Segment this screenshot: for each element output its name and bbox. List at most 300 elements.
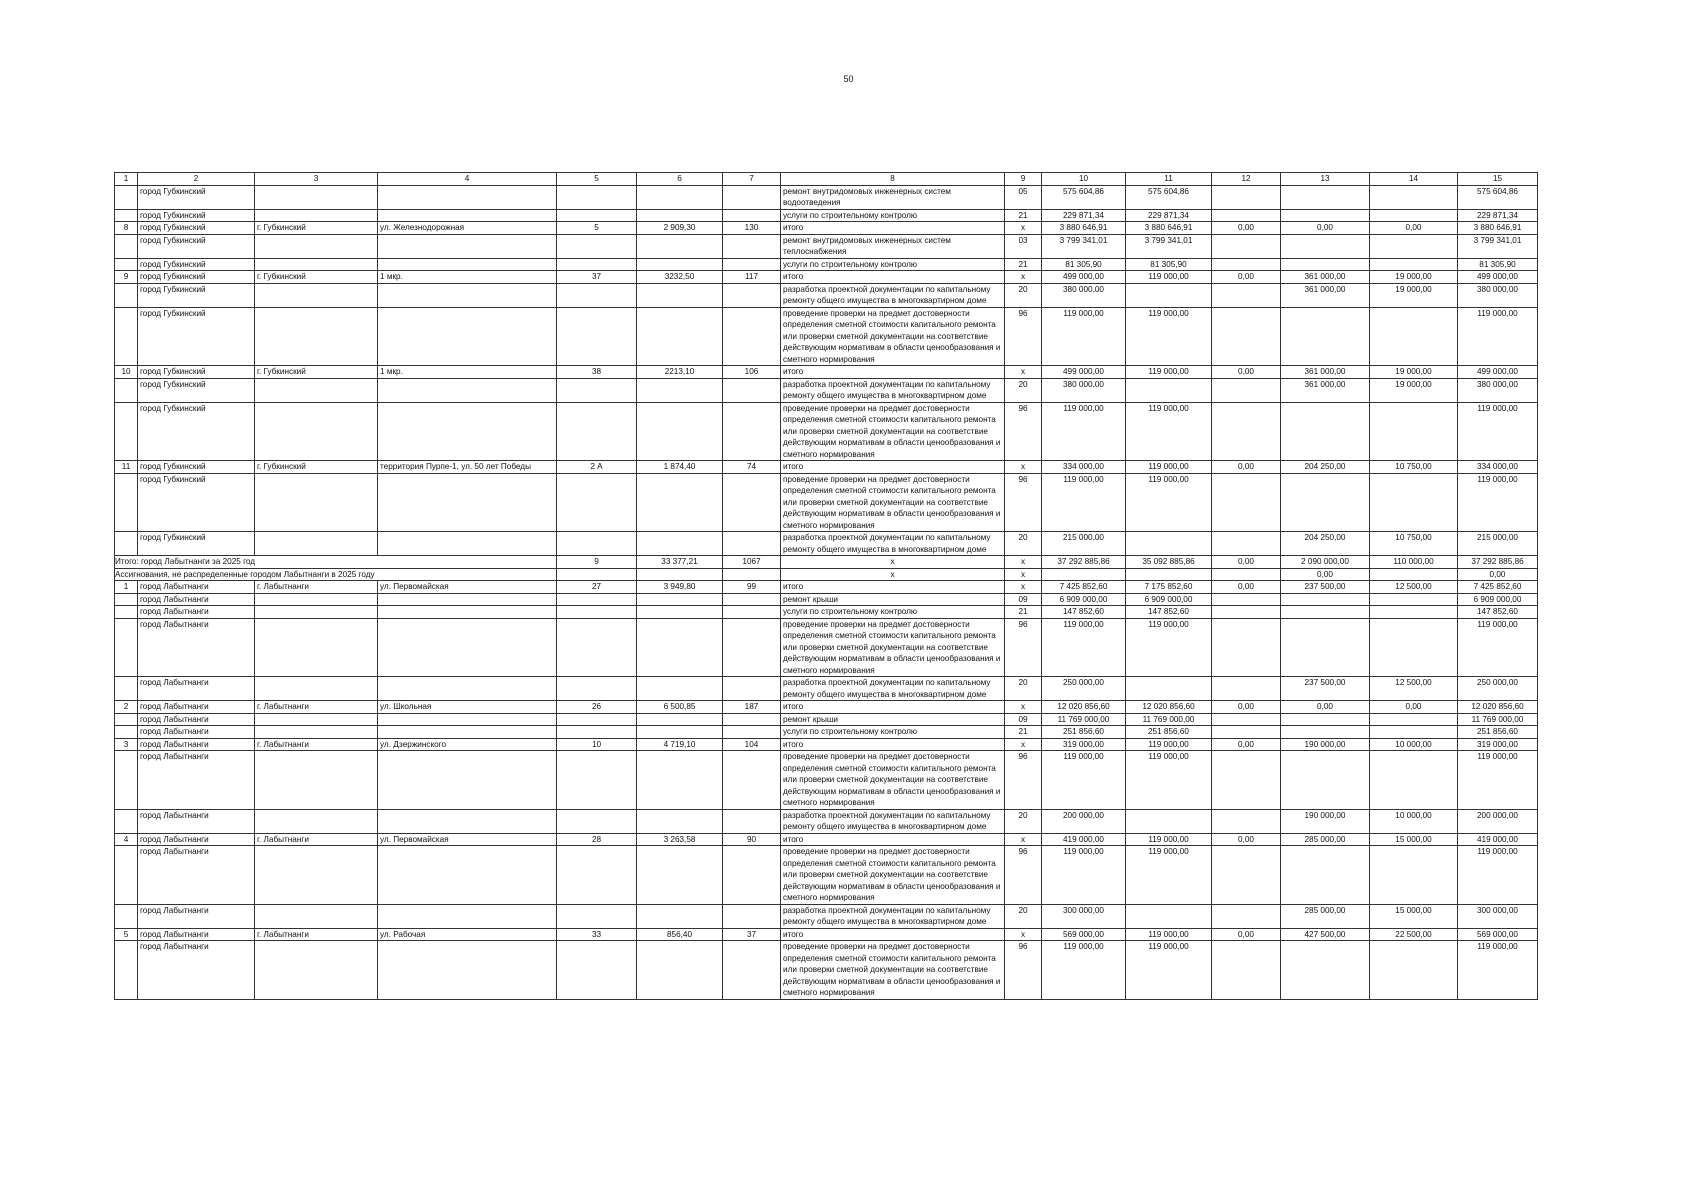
table-row [115, 307, 1538, 366]
cell-settlement [255, 532, 378, 556]
cell-street: ул. Школьная [378, 701, 557, 714]
cell-total-cost: 12 020 856,60 [1042, 701, 1126, 714]
cell-owner-funds [1370, 258, 1458, 271]
cell-house-number: 33 [557, 928, 637, 941]
cell-row-number [115, 606, 138, 619]
cell-municipality: город Губкинский [138, 402, 255, 461]
column-number-cell: 5 [557, 173, 637, 186]
cell-house-number: 5 [557, 222, 637, 235]
cell-work-code: х [1005, 461, 1042, 474]
cell-total-amount: 12 020 856,60 [1458, 701, 1538, 714]
cell-area [637, 209, 723, 222]
cell-total-amount: 3 799 341,01 [1458, 234, 1538, 258]
table-row [115, 271, 1538, 284]
cell-work-type: услуги по строительному контролю [781, 606, 1005, 619]
table-row [115, 234, 1538, 258]
cell-total-cost: 119 000,00 [1042, 941, 1126, 1000]
cell-owner-funds: 10 750,00 [1370, 532, 1458, 556]
cell-settlement [255, 209, 378, 222]
cell-street: 1 мкр. [378, 271, 557, 284]
cell-municipal-funds: 0,00 [1212, 701, 1281, 714]
cell-settlement: г. Губкинский [255, 366, 378, 379]
cell-work-type: итого [781, 701, 1005, 714]
cell-municipal-funds [1212, 532, 1281, 556]
summary-cell-house-number [557, 568, 637, 581]
column-number-cell: 13 [1281, 173, 1370, 186]
cell-municipal-funds [1212, 307, 1281, 366]
cell-work-type: ремонт внутридомовых инженерных систем теплоснабжения [781, 234, 1005, 258]
cell-owner-funds [1370, 307, 1458, 366]
summary-row [115, 568, 1538, 581]
cell-owner-funds [1370, 185, 1458, 209]
cell-house-number [557, 846, 637, 905]
cell-work-type: проведение проверки на предмет достоверности определения сметной стоимости капитального ремонта или проверки сметной документации на соответствие действующим нормативам в области ценообразования и сметного нормирования [781, 618, 1005, 677]
cell-row-number: 5 [115, 928, 138, 941]
cell-house-number [557, 941, 637, 1000]
cell-total-cost: 419 000,00 [1042, 833, 1126, 846]
cell-house-number: 38 [557, 366, 637, 379]
cell-fund-resources [1281, 726, 1370, 739]
cell-fund-resources: 285 000,00 [1281, 833, 1370, 846]
cell-municipal-funds [1212, 713, 1281, 726]
cell-budget-funds [1126, 378, 1212, 402]
table-row [115, 258, 1538, 271]
cell-fund-resources: 0,00 [1281, 701, 1370, 714]
cell-work-type: разработка проектной документации по капитальному ремонту общего имущества в многоквартирном доме [781, 378, 1005, 402]
cell-total-cost: 200 000,00 [1042, 809, 1126, 833]
cell-owner-funds: 19 000,00 [1370, 366, 1458, 379]
cell-total-amount: 200 000,00 [1458, 809, 1538, 833]
cell-street [378, 473, 557, 532]
table-row [115, 618, 1538, 677]
cell-total-cost: 11 769 000,00 [1042, 713, 1126, 726]
cell-area [637, 378, 723, 402]
cell-street: ул. Дзержинского [378, 738, 557, 751]
cell-budget-funds: 119 000,00 [1126, 402, 1212, 461]
cell-fund-resources: 190 000,00 [1281, 738, 1370, 751]
cell-area [637, 809, 723, 833]
cell-street [378, 606, 557, 619]
cell-municipal-funds: 0,00 [1212, 366, 1281, 379]
cell-fund-resources: 0,00 [1281, 222, 1370, 235]
cell-owner-funds [1370, 402, 1458, 461]
cell-total-amount: 250 000,00 [1458, 677, 1538, 701]
cell-residents: 187 [723, 701, 781, 714]
cell-work-type: итого [781, 928, 1005, 941]
table-row [115, 283, 1538, 307]
cell-house-number [557, 904, 637, 928]
cell-municipality: город Лабытнанги [138, 593, 255, 606]
cell-total-amount: 380 000,00 [1458, 283, 1538, 307]
cell-total-cost: 575 604,86 [1042, 185, 1126, 209]
cell-area [637, 185, 723, 209]
column-number-cell: 7 [723, 173, 781, 186]
cell-owner-funds [1370, 713, 1458, 726]
cell-settlement [255, 846, 378, 905]
cell-settlement [255, 402, 378, 461]
table-row [115, 222, 1538, 235]
cell-work-type: ремонт крыши [781, 593, 1005, 606]
cell-area: 4 719,10 [637, 738, 723, 751]
column-number-cell: 2 [138, 173, 255, 186]
cell-total-amount: 499 000,00 [1458, 271, 1538, 284]
cell-municipal-funds [1212, 378, 1281, 402]
cell-total-cost: 499 000,00 [1042, 366, 1126, 379]
cell-house-number [557, 473, 637, 532]
cell-total-cost: 119 000,00 [1042, 473, 1126, 532]
cell-area: 1 874,40 [637, 461, 723, 474]
column-number-cell: 11 [1126, 173, 1212, 186]
cell-budget-funds: 119 000,00 [1126, 941, 1212, 1000]
cell-municipality: город Губкинский [138, 258, 255, 271]
cell-residents [723, 283, 781, 307]
cell-house-number [557, 751, 637, 810]
cell-settlement [255, 677, 378, 701]
cell-fund-resources [1281, 618, 1370, 677]
cell-fund-resources: 361 000,00 [1281, 378, 1370, 402]
cell-budget-funds: 119 000,00 [1126, 271, 1212, 284]
cell-area [637, 751, 723, 810]
cell-work-code: х [1005, 928, 1042, 941]
cell-street [378, 677, 557, 701]
cell-street: ул. Железнодорожная [378, 222, 557, 235]
cell-owner-funds [1370, 234, 1458, 258]
cell-street [378, 234, 557, 258]
cell-residents: 37 [723, 928, 781, 941]
table-row [115, 726, 1538, 739]
cell-area [637, 904, 723, 928]
cell-fund-resources [1281, 402, 1370, 461]
cell-residents [723, 751, 781, 810]
summary-cell-total-cost [1042, 568, 1126, 581]
column-number-cell: 14 [1370, 173, 1458, 186]
cell-municipal-funds: 0,00 [1212, 222, 1281, 235]
cell-fund-resources [1281, 473, 1370, 532]
cell-area [637, 941, 723, 1000]
cell-row-number: 4 [115, 833, 138, 846]
cell-municipal-funds: 0,00 [1212, 461, 1281, 474]
summary-cell-total-amount: 37 292 885,86 [1458, 556, 1538, 569]
cell-area [637, 532, 723, 556]
cell-budget-funds: 12 020 856,60 [1126, 701, 1212, 714]
cell-settlement [255, 904, 378, 928]
cell-house-number: 27 [557, 581, 637, 594]
cell-work-code: 96 [1005, 941, 1042, 1000]
summary-cell-residents [723, 568, 781, 581]
cell-street [378, 593, 557, 606]
cell-street [378, 751, 557, 810]
cell-total-cost: 300 000,00 [1042, 904, 1126, 928]
cell-row-number: 1 [115, 581, 138, 594]
cell-work-type: разработка проектной документации по капитальному ремонту общего имущества в многоквартирном доме [781, 677, 1005, 701]
cell-residents: 90 [723, 833, 781, 846]
cell-municipal-funds: 0,00 [1212, 738, 1281, 751]
column-number-cell: 4 [378, 173, 557, 186]
cell-work-code: 96 [1005, 618, 1042, 677]
cell-budget-funds: 251 856,60 [1126, 726, 1212, 739]
cell-fund-resources [1281, 209, 1370, 222]
cell-settlement [255, 258, 378, 271]
cell-residents [723, 378, 781, 402]
cell-total-cost: 499 000,00 [1042, 271, 1126, 284]
cell-street [378, 713, 557, 726]
cell-total-amount: 334 000,00 [1458, 461, 1538, 474]
cell-work-code: 96 [1005, 473, 1042, 532]
cell-total-amount: 215 000,00 [1458, 532, 1538, 556]
table-row [115, 366, 1538, 379]
cell-house-number: 10 [557, 738, 637, 751]
cell-total-amount: 7 425 852,60 [1458, 581, 1538, 594]
cell-total-amount: 575 604,86 [1458, 185, 1538, 209]
cell-settlement [255, 473, 378, 532]
cell-fund-resources [1281, 606, 1370, 619]
cell-fund-resources: 285 000,00 [1281, 904, 1370, 928]
cell-work-type: итого [781, 833, 1005, 846]
cell-municipality: город Губкинский [138, 283, 255, 307]
cell-house-number [557, 606, 637, 619]
cell-house-number: 28 [557, 833, 637, 846]
cell-street: ул. Рабочая [378, 928, 557, 941]
cell-street [378, 904, 557, 928]
cell-house-number [557, 185, 637, 209]
column-number-cell: 15 [1458, 173, 1538, 186]
cell-total-amount: 319 000,00 [1458, 738, 1538, 751]
cell-row-number: 11 [115, 461, 138, 474]
cell-row-number [115, 751, 138, 810]
cell-work-code: 20 [1005, 283, 1042, 307]
cell-settlement [255, 809, 378, 833]
cell-owner-funds: 15 000,00 [1370, 833, 1458, 846]
cell-owner-funds: 22 500,00 [1370, 928, 1458, 941]
cell-street [378, 283, 557, 307]
cell-fund-resources [1281, 185, 1370, 209]
cell-budget-funds: 3 799 341,01 [1126, 234, 1212, 258]
cell-street: ул. Первомайская [378, 581, 557, 594]
cell-work-code: 96 [1005, 402, 1042, 461]
cell-residents [723, 258, 781, 271]
cell-house-number [557, 378, 637, 402]
cell-area: 2213,10 [637, 366, 723, 379]
cell-street [378, 209, 557, 222]
cell-municipality: город Лабытнанги [138, 701, 255, 714]
cell-total-amount: 11 769 000,00 [1458, 713, 1538, 726]
cell-house-number [557, 677, 637, 701]
cell-row-number [115, 283, 138, 307]
cell-municipality: город Губкинский [138, 366, 255, 379]
cell-row-number: 9 [115, 271, 138, 284]
cell-work-code: 21 [1005, 258, 1042, 271]
repair-program-table [114, 172, 1538, 1000]
cell-work-code: 05 [1005, 185, 1042, 209]
cell-settlement [255, 618, 378, 677]
cell-residents [723, 234, 781, 258]
cell-street [378, 378, 557, 402]
cell-settlement [255, 185, 378, 209]
cell-total-cost: 7 425 852,60 [1042, 581, 1126, 594]
cell-fund-resources [1281, 713, 1370, 726]
cell-total-cost: 119 000,00 [1042, 846, 1126, 905]
cell-budget-funds: 119 000,00 [1126, 618, 1212, 677]
cell-house-number [557, 593, 637, 606]
cell-residents: 74 [723, 461, 781, 474]
cell-street [378, 258, 557, 271]
cell-area: 3232,50 [637, 271, 723, 284]
cell-residents [723, 809, 781, 833]
cell-work-code: 20 [1005, 809, 1042, 833]
cell-municipal-funds [1212, 473, 1281, 532]
cell-municipal-funds [1212, 809, 1281, 833]
cell-budget-funds: 119 000,00 [1126, 473, 1212, 532]
cell-owner-funds: 15 000,00 [1370, 904, 1458, 928]
cell-street [378, 307, 557, 366]
summary-cell-budget-funds: 35 092 885,86 [1126, 556, 1212, 569]
cell-row-number [115, 307, 138, 366]
cell-municipality: город Лабытнанги [138, 833, 255, 846]
cell-work-type: итого [781, 461, 1005, 474]
cell-settlement: г. Лабытнанги [255, 738, 378, 751]
cell-settlement [255, 606, 378, 619]
cell-house-number: 26 [557, 701, 637, 714]
cell-municipality: город Губкинский [138, 222, 255, 235]
cell-street [378, 532, 557, 556]
cell-budget-funds: 6 909 000,00 [1126, 593, 1212, 606]
cell-municipal-funds [1212, 677, 1281, 701]
cell-settlement: г. Лабытнанги [255, 833, 378, 846]
summary-cell-fund-resources: 0,00 [1281, 568, 1370, 581]
cell-house-number: 37 [557, 271, 637, 284]
cell-fund-resources: 361 000,00 [1281, 271, 1370, 284]
cell-total-cost: 569 000,00 [1042, 928, 1126, 941]
cell-work-code: 96 [1005, 846, 1042, 905]
cell-budget-funds: 119 000,00 [1126, 928, 1212, 941]
cell-work-code: 20 [1005, 532, 1042, 556]
cell-residents [723, 846, 781, 905]
cell-municipality: город Лабытнанги [138, 606, 255, 619]
cell-row-number [115, 713, 138, 726]
cell-municipality: город Лабытнанги [138, 726, 255, 739]
cell-budget-funds [1126, 283, 1212, 307]
cell-work-code: 09 [1005, 593, 1042, 606]
cell-work-type: итого [781, 271, 1005, 284]
cell-street: ул. Первомайская [378, 833, 557, 846]
table-row [115, 751, 1538, 810]
table-row [115, 677, 1538, 701]
summary-row [115, 556, 1538, 569]
cell-residents [723, 941, 781, 1000]
cell-row-number [115, 209, 138, 222]
cell-work-code: х [1005, 222, 1042, 235]
cell-street: 1 мкр. [378, 366, 557, 379]
cell-area [637, 713, 723, 726]
cell-total-amount: 499 000,00 [1458, 366, 1538, 379]
cell-municipal-funds: 0,00 [1212, 581, 1281, 594]
cell-total-amount: 6 909 000,00 [1458, 593, 1538, 606]
cell-municipality: город Губкинский [138, 473, 255, 532]
cell-work-code: х [1005, 271, 1042, 284]
cell-area [637, 307, 723, 366]
cell-area [637, 593, 723, 606]
cell-work-type: разработка проектной документации по капитальному ремонту общего имущества в многоквартирном доме [781, 283, 1005, 307]
cell-street [378, 185, 557, 209]
cell-municipal-funds [1212, 941, 1281, 1000]
cell-residents [723, 618, 781, 677]
cell-area [637, 402, 723, 461]
cell-total-amount: 3 880 646,91 [1458, 222, 1538, 235]
cell-residents [723, 307, 781, 366]
cell-total-amount: 81 305,90 [1458, 258, 1538, 271]
cell-settlement [255, 283, 378, 307]
cell-area [637, 846, 723, 905]
summary-cell-work-code: х [1005, 556, 1042, 569]
cell-municipality: город Лабытнанги [138, 928, 255, 941]
table-row [115, 904, 1538, 928]
cell-municipal-funds: 0,00 [1212, 833, 1281, 846]
cell-settlement [255, 593, 378, 606]
summary-cell-municipal-funds: 0,00 [1212, 556, 1281, 569]
cell-total-cost: 334 000,00 [1042, 461, 1126, 474]
column-number-cell: 1 [115, 173, 138, 186]
summary-cell-work-code: х [1005, 568, 1042, 581]
cell-fund-resources: 204 250,00 [1281, 532, 1370, 556]
table-row [115, 185, 1538, 209]
cell-work-code: х [1005, 366, 1042, 379]
cell-municipality: город Лабытнанги [138, 713, 255, 726]
cell-total-cost: 215 000,00 [1042, 532, 1126, 556]
cell-municipal-funds [1212, 846, 1281, 905]
column-number-row [115, 173, 1538, 186]
cell-total-amount: 251 856,60 [1458, 726, 1538, 739]
cell-budget-funds: 147 852,60 [1126, 606, 1212, 619]
table-row [115, 928, 1538, 941]
cell-municipality: город Лабытнанги [138, 751, 255, 810]
cell-house-number: 2 А [557, 461, 637, 474]
cell-municipal-funds [1212, 185, 1281, 209]
summary-cell-owner-funds: 110 000,00 [1370, 556, 1458, 569]
summary-cell-total-cost: 37 292 885,86 [1042, 556, 1126, 569]
cell-work-type: проведение проверки на предмет достоверности определения сметной стоимости капитального ремонта или проверки сметной документации на соответствие действующим нормативам в области ценообразования и сметного нормирования [781, 846, 1005, 905]
cell-work-code: 21 [1005, 606, 1042, 619]
cell-fund-resources: 361 000,00 [1281, 283, 1370, 307]
cell-house-number [557, 809, 637, 833]
cell-residents [723, 677, 781, 701]
table-row [115, 809, 1538, 833]
cell-municipality: город Губкинский [138, 307, 255, 366]
summary-cell-house-number: 9 [557, 556, 637, 569]
cell-work-type: ремонт внутридомовых инженерных систем водоотведения [781, 185, 1005, 209]
cell-municipality: город Губкинский [138, 461, 255, 474]
cell-owner-funds [1370, 751, 1458, 810]
cell-work-code: 21 [1005, 726, 1042, 739]
cell-settlement [255, 726, 378, 739]
cell-street [378, 402, 557, 461]
cell-work-type: услуги по строительному контролю [781, 258, 1005, 271]
cell-work-type: проведение проверки на предмет достоверности определения сметной стоимости капитального ремонта или проверки сметной документации на соответствие действующим нормативам в области ценообразования и сметного нормирования [781, 473, 1005, 532]
summary-label: Ассигнования, не распределенные городом Лабытнанги в 2025 году [115, 568, 557, 581]
cell-owner-funds: 10 000,00 [1370, 809, 1458, 833]
column-number-cell: 8 [781, 173, 1005, 186]
cell-house-number [557, 307, 637, 366]
cell-fund-resources [1281, 846, 1370, 905]
cell-fund-resources: 427 500,00 [1281, 928, 1370, 941]
table-row [115, 209, 1538, 222]
cell-municipality: город Лабытнанги [138, 677, 255, 701]
table-row [115, 606, 1538, 619]
cell-municipality: город Лабытнанги [138, 618, 255, 677]
column-number-cell: 3 [255, 173, 378, 186]
cell-budget-funds: 3 880 646,91 [1126, 222, 1212, 235]
cell-budget-funds [1126, 904, 1212, 928]
column-number-cell: 10 [1042, 173, 1126, 186]
